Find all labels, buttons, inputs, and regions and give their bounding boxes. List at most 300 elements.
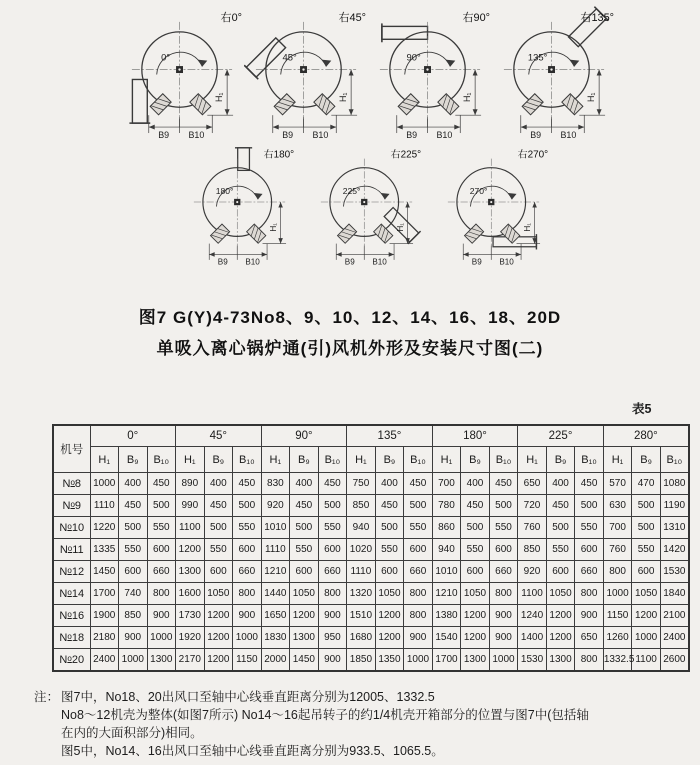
fan-diagram-drawing bbox=[492, 4, 616, 146]
dim-cell: 800 bbox=[603, 561, 632, 583]
dim-cell: 1400 bbox=[518, 627, 547, 649]
dim-cell: 1110 bbox=[90, 495, 119, 517]
dim-cell: 450 bbox=[489, 473, 518, 495]
notes-prefix: 注： bbox=[34, 690, 60, 704]
dim-sub-header: H₁ bbox=[432, 447, 461, 473]
dim-cell: 2400 bbox=[660, 627, 689, 649]
dim-cell: 760 bbox=[518, 517, 547, 539]
dim-cell: 660 bbox=[147, 561, 176, 583]
table-row bbox=[53, 473, 689, 495]
dim-cell: 1200 bbox=[546, 627, 575, 649]
dim-cell: 500 bbox=[404, 495, 433, 517]
dim-cell: 450 bbox=[375, 495, 404, 517]
dim-cell: 860 bbox=[432, 517, 461, 539]
dim-sub-header: B₉ bbox=[375, 447, 404, 473]
dim-cell: 1300 bbox=[546, 649, 575, 672]
dim-cell: 400 bbox=[119, 473, 148, 495]
dim-cell: 1150 bbox=[233, 649, 262, 672]
dim-cell: 450 bbox=[318, 473, 347, 495]
dim-cell: 780 bbox=[432, 495, 461, 517]
support-foot bbox=[190, 94, 211, 115]
dim-cell: 1110 bbox=[261, 539, 290, 561]
dim-cell: 1335 bbox=[90, 539, 119, 561]
dim-cell: 1000 bbox=[233, 627, 262, 649]
dim-cell: 1650 bbox=[261, 605, 290, 627]
figure-title-line2: 单吸入离心锅炉通(引)风机外形及安装尺寸图(二) bbox=[156, 339, 544, 358]
fan-diagram-drawing bbox=[303, 146, 430, 268]
dim-cell: 500 bbox=[204, 517, 233, 539]
dim-cell: 550 bbox=[233, 517, 262, 539]
orientation-label: 右180° bbox=[263, 149, 295, 161]
dim-cell: 800 bbox=[147, 583, 176, 605]
b10-dim-label: B10 bbox=[560, 129, 577, 140]
dimension-table-wrap bbox=[52, 424, 688, 672]
dim-cell: 1200 bbox=[204, 605, 233, 627]
dim-cell: 1300 bbox=[290, 627, 319, 649]
dim-cell: 550 bbox=[461, 539, 490, 561]
model-cell: $N^o12$ bbox=[53, 561, 90, 583]
note-line: 图5中，No14、16出风口至轴中心线垂直距离分别为933.5、1065.5。 bbox=[61, 744, 444, 758]
dim-cell: 600 bbox=[546, 561, 575, 583]
support-foot bbox=[501, 224, 520, 243]
dim-cell: 1200 bbox=[461, 605, 490, 627]
dim-cell: 650 bbox=[575, 627, 604, 649]
note-line: 图7中，No18、20出风口至轴中心线垂直距离分别为12005、1332.5 bbox=[61, 690, 435, 704]
dim-cell: 550 bbox=[375, 539, 404, 561]
rotation-angle-label: 45° bbox=[282, 51, 297, 63]
dim-cell: 720 bbox=[518, 495, 547, 517]
dim-cell: 500 bbox=[290, 517, 319, 539]
dim-cell: 1050 bbox=[204, 583, 233, 605]
angle-group-header: 90° bbox=[261, 425, 347, 447]
orientation-label: 右135° bbox=[580, 11, 615, 24]
h1-dim-label: H₁ bbox=[586, 92, 597, 103]
fan-orientation-diagram bbox=[492, 4, 616, 146]
dim-cell: 1200 bbox=[375, 627, 404, 649]
dim-cell: 1210 bbox=[261, 561, 290, 583]
dim-cell: 2400 bbox=[90, 649, 119, 672]
dim-sub-header: B₁₀ bbox=[318, 447, 347, 473]
dim-cell: 1000 bbox=[489, 649, 518, 672]
dim-cell: 450 bbox=[461, 495, 490, 517]
note-line: No8～12机壳为整体(如图7所示) No14～16起吊转子的约1/4机壳开箱部分的位置与图7中(包括轴 bbox=[61, 708, 589, 722]
dim-cell: 1680 bbox=[347, 627, 376, 649]
dim-cell: 1020 bbox=[347, 539, 376, 561]
b9-dim-label: B9 bbox=[406, 129, 418, 140]
rotation-angle-label: 270° bbox=[469, 185, 488, 196]
diagram-row-bottom bbox=[176, 146, 558, 268]
dim-cell: 1200 bbox=[461, 627, 490, 649]
dim-sub-header: B₁₀ bbox=[147, 447, 176, 473]
dim-cell: 1600 bbox=[176, 583, 205, 605]
dim-cell: 1200 bbox=[290, 605, 319, 627]
fan-diagram-drawing bbox=[244, 4, 368, 146]
angle-group-header: 0° bbox=[90, 425, 176, 447]
dim-cell: 1300 bbox=[176, 561, 205, 583]
fan-orientation-diagram bbox=[430, 146, 557, 268]
support-foot bbox=[247, 224, 266, 243]
dim-cell: 1440 bbox=[261, 583, 290, 605]
dim-cell: 550 bbox=[147, 517, 176, 539]
dim-cell: 570 bbox=[603, 473, 632, 495]
dim-cell: 990 bbox=[176, 495, 205, 517]
dim-cell: 500 bbox=[318, 495, 347, 517]
dim-cell: 1000 bbox=[147, 627, 176, 649]
dim-cell: 550 bbox=[318, 517, 347, 539]
model-cell: $N^o14$ bbox=[53, 583, 90, 605]
dim-sub-header: H₁ bbox=[347, 447, 376, 473]
orientation-label: 右45° bbox=[338, 11, 367, 24]
dim-cell: 660 bbox=[489, 561, 518, 583]
table-row bbox=[53, 627, 689, 649]
fan-diagram-drawing bbox=[430, 146, 557, 268]
dim-cell: 850 bbox=[119, 605, 148, 627]
dim-cell: 900 bbox=[318, 605, 347, 627]
dim-cell: 450 bbox=[147, 473, 176, 495]
h1-dim-label: H₁ bbox=[523, 223, 533, 232]
dim-cell: 1220 bbox=[90, 517, 119, 539]
dim-cell: 900 bbox=[233, 605, 262, 627]
dim-cell: 1700 bbox=[432, 649, 461, 672]
table-row bbox=[53, 583, 689, 605]
b10-dim-label: B10 bbox=[245, 257, 260, 267]
dim-cell: 500 bbox=[632, 495, 661, 517]
diagram-row-top bbox=[120, 4, 616, 146]
dim-cell: 1320 bbox=[347, 583, 376, 605]
dim-cell: 1200 bbox=[375, 605, 404, 627]
dim-cell: 1000 bbox=[119, 649, 148, 672]
dim-cell: 550 bbox=[204, 539, 233, 561]
model-cell: $N^o20$ bbox=[53, 649, 90, 672]
dim-cell: 500 bbox=[546, 517, 575, 539]
model-cell: $N^o8$ bbox=[53, 473, 90, 495]
angle-group-header: 280° bbox=[603, 425, 689, 447]
dim-cell: 890 bbox=[176, 473, 205, 495]
b10-dim-label: B10 bbox=[436, 129, 453, 140]
dim-sub-header: B₁₀ bbox=[660, 447, 689, 473]
dim-sub-header: H₁ bbox=[261, 447, 290, 473]
orientation-label: 右90° bbox=[462, 11, 491, 24]
dim-cell: 600 bbox=[632, 561, 661, 583]
dim-cell: 2600 bbox=[660, 649, 689, 672]
figure-title-line1: 图7 G(Y)4-73No8、9、10、12、14、16、18、20D bbox=[138, 308, 562, 327]
dim-cell: 550 bbox=[119, 539, 148, 561]
dim-cell: 1200 bbox=[632, 605, 661, 627]
dim-cell: 470 bbox=[632, 473, 661, 495]
dim-cell: 1730 bbox=[176, 605, 205, 627]
dim-cell: 1450 bbox=[90, 561, 119, 583]
dim-cell: 800 bbox=[404, 583, 433, 605]
dim-cell: 900 bbox=[318, 649, 347, 672]
dim-cell: 600 bbox=[489, 539, 518, 561]
dim-cell: 700 bbox=[603, 517, 632, 539]
dim-cell: 660 bbox=[575, 561, 604, 583]
dim-cell: 400 bbox=[546, 473, 575, 495]
dim-cell: 1830 bbox=[261, 627, 290, 649]
dim-cell: 450 bbox=[546, 495, 575, 517]
dim-cell: 500 bbox=[233, 495, 262, 517]
dim-cell: 600 bbox=[233, 539, 262, 561]
orientation-label: 右225° bbox=[390, 149, 422, 161]
dim-cell: 630 bbox=[603, 495, 632, 517]
b9-dim-label: B9 bbox=[217, 257, 228, 267]
dim-cell: 550 bbox=[404, 517, 433, 539]
dim-sub-header: H₁ bbox=[518, 447, 547, 473]
h1-dim-label: H₁ bbox=[269, 223, 279, 232]
table-row bbox=[53, 517, 689, 539]
dim-cell: 1840 bbox=[660, 583, 689, 605]
dim-cell: 1100 bbox=[176, 517, 205, 539]
dim-cell: 1100 bbox=[632, 649, 661, 672]
dim-cell: 600 bbox=[318, 539, 347, 561]
dim-cell: 900 bbox=[489, 605, 518, 627]
dim-cell: 400 bbox=[375, 473, 404, 495]
dim-sub-header: B₉ bbox=[546, 447, 575, 473]
b10-dim-label: B10 bbox=[499, 257, 514, 267]
angle-group-header: 135° bbox=[347, 425, 433, 447]
rotation-angle-label: 225° bbox=[342, 185, 361, 196]
dim-cell: 850 bbox=[347, 495, 376, 517]
dim-cell: 450 bbox=[233, 473, 262, 495]
dim-cell: 1240 bbox=[518, 605, 547, 627]
support-foot bbox=[374, 224, 393, 243]
dim-cell: 1300 bbox=[461, 649, 490, 672]
dim-cell: 1150 bbox=[603, 605, 632, 627]
dim-cell: 600 bbox=[147, 539, 176, 561]
dim-sub-header: B₉ bbox=[119, 447, 148, 473]
dim-cell: 920 bbox=[518, 561, 547, 583]
rotation-angle-label: 90° bbox=[406, 51, 421, 63]
dim-sub-header: H₁ bbox=[176, 447, 205, 473]
model-cell: $N^o18$ bbox=[53, 627, 90, 649]
dim-cell: 940 bbox=[432, 539, 461, 561]
dim-cell: 500 bbox=[575, 495, 604, 517]
table-row bbox=[53, 539, 689, 561]
dim-cell: 900 bbox=[489, 627, 518, 649]
b10-dim-label: B10 bbox=[188, 129, 205, 140]
fan-orientation-diagram bbox=[176, 146, 303, 268]
figure-title bbox=[0, 310, 700, 372]
dim-cell: 2100 bbox=[660, 605, 689, 627]
dim-cell: 900 bbox=[404, 627, 433, 649]
dim-cell: 500 bbox=[461, 517, 490, 539]
dim-cell: 920 bbox=[261, 495, 290, 517]
h1-dim-label: H₁ bbox=[338, 92, 349, 103]
table-row bbox=[53, 495, 689, 517]
dim-cell: 900 bbox=[575, 605, 604, 627]
dim-cell: 1530 bbox=[660, 561, 689, 583]
dim-cell: 1080 bbox=[660, 473, 689, 495]
outlet-duct bbox=[238, 148, 250, 171]
dim-cell: 750 bbox=[347, 473, 376, 495]
dim-cell: 1200 bbox=[204, 649, 233, 672]
dim-cell: 1380 bbox=[432, 605, 461, 627]
dim-cell: 1450 bbox=[290, 649, 319, 672]
dim-cell: 550 bbox=[290, 539, 319, 561]
dim-cell: 1110 bbox=[347, 561, 376, 583]
fan-orientation-diagram bbox=[303, 146, 430, 268]
dim-cell: 950 bbox=[318, 627, 347, 649]
dim-cell: 400 bbox=[461, 473, 490, 495]
dim-cell: 450 bbox=[575, 473, 604, 495]
fan-diagram-drawing bbox=[176, 146, 303, 268]
dim-cell: 1050 bbox=[632, 583, 661, 605]
model-cell: $N^o11$ bbox=[53, 539, 90, 561]
dim-cell: 500 bbox=[375, 517, 404, 539]
dim-cell: 1510 bbox=[347, 605, 376, 627]
dim-sub-header: B₁₀ bbox=[404, 447, 433, 473]
support-foot bbox=[314, 94, 335, 115]
dim-cell: 600 bbox=[290, 561, 319, 583]
fan-diagram-drawing bbox=[368, 4, 492, 146]
dim-cell: 800 bbox=[404, 605, 433, 627]
dim-cell: 500 bbox=[632, 517, 661, 539]
notes-block bbox=[34, 688, 694, 760]
dim-cell: 900 bbox=[119, 627, 148, 649]
note-line: 在内的大面积部分)相同。 bbox=[61, 726, 203, 740]
orientation-label: 右0° bbox=[220, 11, 243, 24]
dim-cell: 400 bbox=[204, 473, 233, 495]
dim-cell: 550 bbox=[546, 539, 575, 561]
dim-cell: 800 bbox=[233, 583, 262, 605]
dim-cell: 450 bbox=[290, 495, 319, 517]
model-cell: $N^o16$ bbox=[53, 605, 90, 627]
dim-cell: 600 bbox=[461, 561, 490, 583]
dim-cell: 400 bbox=[290, 473, 319, 495]
dim-sub-header: H₁ bbox=[90, 447, 119, 473]
dim-cell: 1050 bbox=[375, 583, 404, 605]
dim-cell: 2170 bbox=[176, 649, 205, 672]
dim-cell: 1210 bbox=[432, 583, 461, 605]
dim-sub-header: B₁₀ bbox=[233, 447, 262, 473]
dim-cell: 600 bbox=[575, 539, 604, 561]
rotation-angle-label: 0° bbox=[161, 51, 171, 63]
dim-cell: 1540 bbox=[432, 627, 461, 649]
fan-orientation-diagram bbox=[244, 4, 368, 146]
b9-dim-label: B9 bbox=[471, 257, 482, 267]
dim-cell: 1900 bbox=[90, 605, 119, 627]
dim-cell: 600 bbox=[119, 561, 148, 583]
dim-cell: 1050 bbox=[290, 583, 319, 605]
dim-cell: 1350 bbox=[375, 649, 404, 672]
dim-cell: 450 bbox=[204, 495, 233, 517]
h1-dim-label: H₁ bbox=[396, 223, 406, 232]
dim-cell: 1310 bbox=[660, 517, 689, 539]
support-foot bbox=[438, 94, 459, 115]
dim-cell: 500 bbox=[119, 517, 148, 539]
dim-sub-header: B₁₀ bbox=[489, 447, 518, 473]
dim-cell: 800 bbox=[575, 649, 604, 672]
dim-cell: 550 bbox=[575, 517, 604, 539]
model-cell: $N^o10$ bbox=[53, 517, 90, 539]
rotation-angle-label: 135° bbox=[527, 51, 548, 63]
angle-group-header: 225° bbox=[518, 425, 604, 447]
rotation-angle-label: 180° bbox=[215, 185, 234, 196]
dim-cell: 1190 bbox=[660, 495, 689, 517]
dim-cell: 1010 bbox=[432, 561, 461, 583]
dim-cell: 1000 bbox=[404, 649, 433, 672]
dim-cell: 600 bbox=[204, 561, 233, 583]
table-row bbox=[53, 649, 689, 672]
dim-cell: 1420 bbox=[660, 539, 689, 561]
model-cell: $N^o9$ bbox=[53, 495, 90, 517]
dim-cell: 660 bbox=[404, 561, 433, 583]
angle-group-header: 180° bbox=[432, 425, 518, 447]
h1-dim-label: H₁ bbox=[462, 92, 473, 103]
angle-group-header: 45° bbox=[176, 425, 262, 447]
b9-dim-label: B9 bbox=[158, 129, 170, 140]
table-row bbox=[53, 605, 689, 627]
dim-cell: 600 bbox=[404, 539, 433, 561]
dim-cell: 940 bbox=[347, 517, 376, 539]
dim-cell: 1850 bbox=[347, 649, 376, 672]
dim-cell: 800 bbox=[318, 583, 347, 605]
dim-cell: 550 bbox=[632, 539, 661, 561]
dim-cell: 760 bbox=[603, 539, 632, 561]
dim-cell: 1530 bbox=[518, 649, 547, 672]
dim-cell: 450 bbox=[119, 495, 148, 517]
dim-cell: 740 bbox=[119, 583, 148, 605]
dim-cell: 1332.5 bbox=[603, 649, 632, 672]
b9-dim-label: B9 bbox=[344, 257, 355, 267]
dim-sub-header: B₉ bbox=[632, 447, 661, 473]
table-number-label: 表5 bbox=[632, 402, 652, 416]
b9-dim-label: B9 bbox=[282, 129, 294, 140]
dim-cell: 650 bbox=[518, 473, 547, 495]
dim-cell: 660 bbox=[233, 561, 262, 583]
dim-cell: 500 bbox=[147, 495, 176, 517]
b10-dim-label: B10 bbox=[372, 257, 387, 267]
dim-cell: 660 bbox=[318, 561, 347, 583]
dim-cell: 1000 bbox=[90, 473, 119, 495]
dim-cell: 450 bbox=[404, 473, 433, 495]
fan-orientation-diagram bbox=[368, 4, 492, 146]
dim-cell: 1050 bbox=[546, 583, 575, 605]
dim-cell: 2000 bbox=[261, 649, 290, 672]
dim-cell: 1000 bbox=[603, 583, 632, 605]
dim-cell: 830 bbox=[261, 473, 290, 495]
table-row bbox=[53, 561, 689, 583]
dim-cell: 1200 bbox=[546, 605, 575, 627]
dim-cell: 800 bbox=[489, 583, 518, 605]
dim-cell: 700 bbox=[432, 473, 461, 495]
dim-cell: 1920 bbox=[176, 627, 205, 649]
dim-cell: 1200 bbox=[204, 627, 233, 649]
dim-cell: 600 bbox=[375, 561, 404, 583]
orientation-label: 右270° bbox=[517, 149, 549, 161]
b9-dim-label: B9 bbox=[530, 129, 542, 140]
dim-cell: 1100 bbox=[518, 583, 547, 605]
dim-sub-header: B₉ bbox=[204, 447, 233, 473]
dim-cell: 550 bbox=[489, 517, 518, 539]
dim-cell: 500 bbox=[489, 495, 518, 517]
dim-sub-header: B₉ bbox=[461, 447, 490, 473]
dim-cell: 1010 bbox=[261, 517, 290, 539]
dim-cell: 1050 bbox=[461, 583, 490, 605]
dim-cell: 1200 bbox=[176, 539, 205, 561]
dim-cell: 1260 bbox=[603, 627, 632, 649]
dim-cell: 1300 bbox=[147, 649, 176, 672]
corner-header-model: 机号 bbox=[53, 425, 90, 473]
dimension-table bbox=[52, 424, 690, 672]
h1-dim-label: H₁ bbox=[214, 92, 225, 103]
dim-cell: 850 bbox=[518, 539, 547, 561]
fan-diagram-drawing bbox=[120, 4, 244, 146]
support-foot bbox=[562, 94, 583, 115]
dim-sub-header: H₁ bbox=[603, 447, 632, 473]
dim-cell: 800 bbox=[575, 583, 604, 605]
dim-cell: 1700 bbox=[90, 583, 119, 605]
